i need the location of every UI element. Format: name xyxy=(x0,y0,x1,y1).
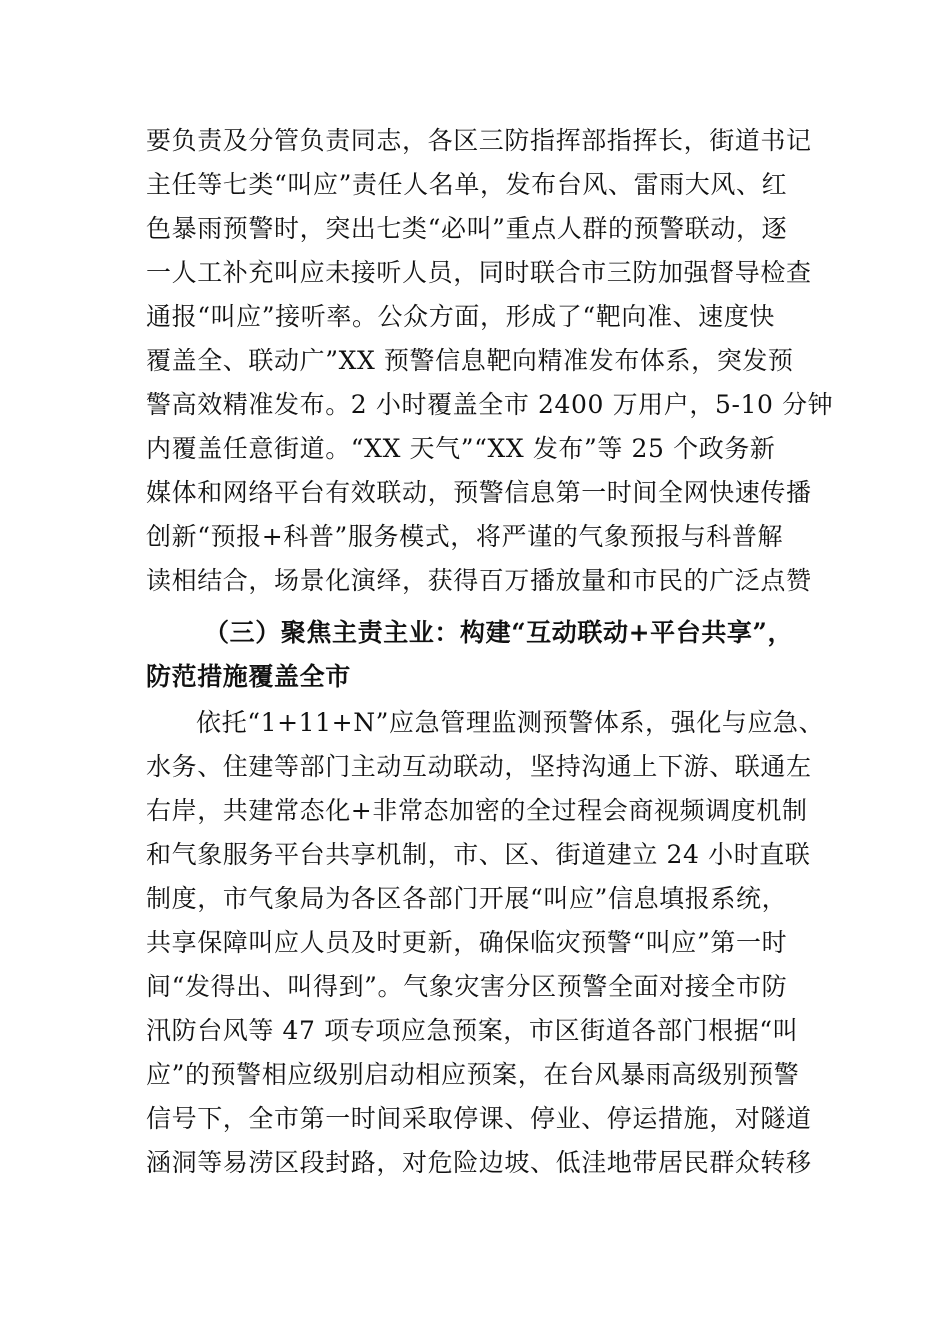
text-line: 要负责及分管负责同志，各区三防指挥部指挥长，街道书记 xyxy=(146,126,812,155)
text-line: 一人工补充叫应未接听人员，同时联合市三防加强督导检查 xyxy=(146,258,812,287)
text-line: 间“发得出、叫得到”。气象灾害分区预警全面对接全市防 xyxy=(146,972,788,1001)
text-line: 汛防台风等 47 项专项应急预案，市区街道各部门根据“叫 xyxy=(146,1016,799,1045)
text-line: 媒体和网络平台有效联动，预警信息第一时间全网快速传播 xyxy=(146,478,812,507)
text-line: 和气象服务平台共享机制，市、区、街道建立 24 小时直联 xyxy=(146,840,811,869)
heading-line: 防范措施覆盖全市 xyxy=(146,662,351,691)
text-line: 水务、住建等部门主动互动联动，坚持沟通上下游、联通左 xyxy=(146,752,812,781)
text-line: 读相结合，场景化演绎，获得百万播放量和市民的广泛点赞 xyxy=(146,566,812,595)
text-line: 主任等七类“叫应”责任人名单，发布台风、雷雨大风、红 xyxy=(146,170,788,199)
text-line: 警高效精准发布。2 小时覆盖全市 2400 万用户，5-10 分钟 xyxy=(146,390,834,419)
text-line: 通报“叫应”接听率。公众方面，形成了“靶向准、速度快 xyxy=(146,302,775,331)
text-line: 应”的预警相应级别启动相应预案，在台风暴雨高级别预警 xyxy=(146,1060,800,1089)
text-line: 涵洞等易涝区段封路，对危险边坡、低洼地带居民群众转移 xyxy=(146,1148,812,1177)
heading-line: （三）聚焦主责主业：构建“互动联动+平台共享”， xyxy=(204,618,794,647)
text-line: 制度，市气象局为各区各部门开展“叫应”信息填报系统， xyxy=(146,884,788,913)
text-line: 内覆盖任意街道。“XX 天气”“XX 发布”等 25 个政务新 xyxy=(146,434,776,463)
text-line: 共享保障叫应人员及时更新，确保临灾预警“叫应”第一时 xyxy=(146,928,788,957)
text-line: 创新“预报+科普”服务模式，将严谨的气象预报与科普解 xyxy=(146,522,784,551)
text-line: 依托“1+11+N”应急管理监测预警体系，强化与应急、 xyxy=(196,708,825,737)
text-line: 色暴雨预警时，突出七类“必叫”重点人群的预警联动，逐 xyxy=(146,214,788,243)
text-line: 覆盖全、联动广”XX 预警信息靶向精准发布体系，突发预 xyxy=(146,346,794,375)
text-line: 信号下，全市第一时间采取停课、停业、停运措施，对隧道 xyxy=(146,1104,812,1133)
text-line: 右岸，共建常态化+非常态加密的全过程会商视频调度机制 xyxy=(146,796,808,825)
